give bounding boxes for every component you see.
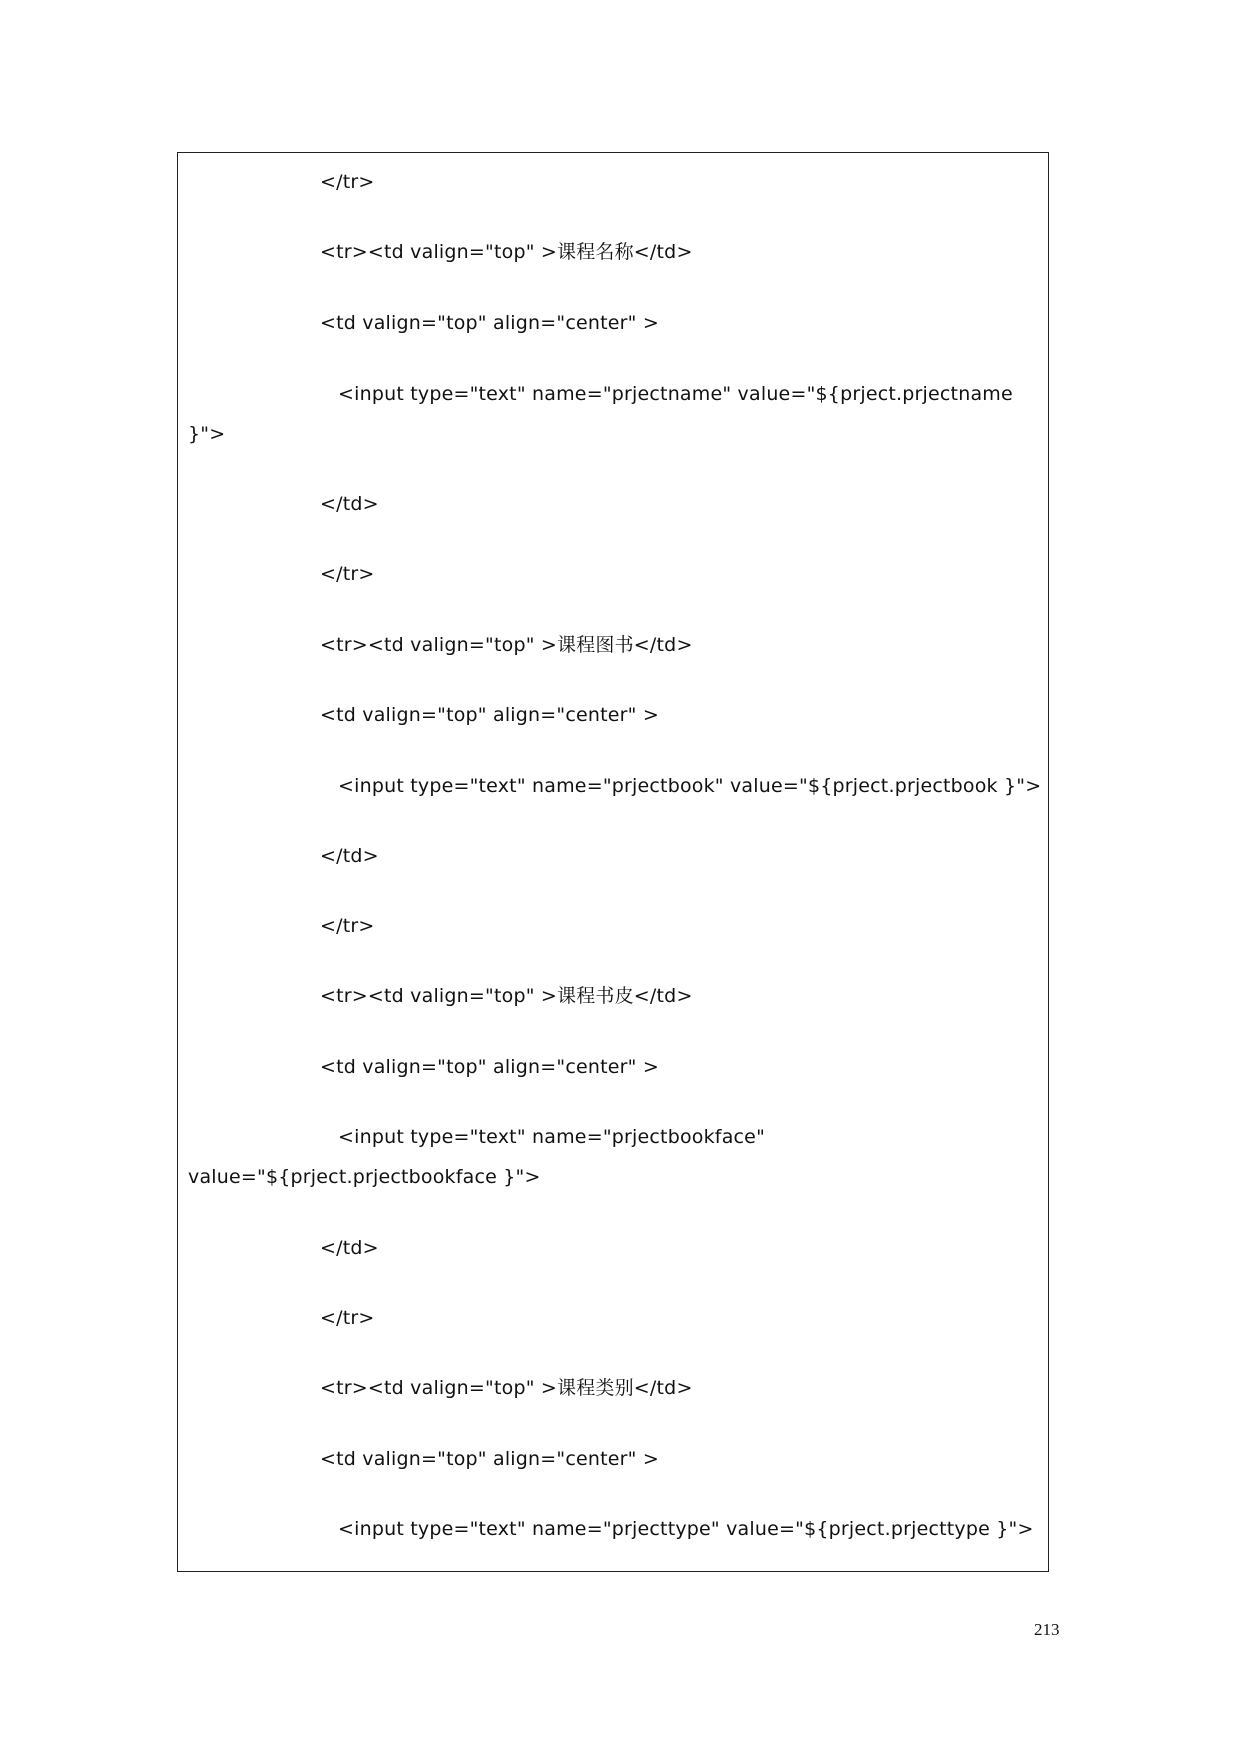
code-line: </td> [320, 1237, 379, 1259]
code-line: <td valign="top" align="center" > [320, 1448, 659, 1470]
code-line: <tr><td valign="top" >课程类别</td> [320, 1377, 693, 1399]
code-line: <tr><td valign="top" >课程书皮</td> [320, 985, 693, 1007]
code-line: <td valign="top" align="center" > [320, 704, 659, 726]
page-number: 213 [1034, 1620, 1060, 1639]
code-line: }"> [188, 423, 226, 445]
code-line: <input type="text" name="prjecttype" value="${prject.prjecttype }"> [338, 1518, 1034, 1540]
code-line: </tr> [320, 563, 375, 585]
code-line: </td> [320, 845, 379, 867]
code-line: value="${prject.prjectbookface }"> [188, 1166, 541, 1188]
code-line: <td valign="top" align="center" > [320, 1056, 659, 1078]
code-line: </tr> [320, 1307, 375, 1329]
code-listing-box [177, 152, 1049, 1572]
code-line: <input type="text" name="prjectname" value="${prject.prjectname [338, 383, 1013, 405]
code-line: </td> [320, 493, 379, 515]
code-line: <input type="text" name="prjectbook" value="${prject.prjectbook }"> [338, 775, 1042, 797]
code-line: <input type="text" name="prjectbookface" [338, 1126, 766, 1148]
code-line: <td valign="top" align="center" > [320, 312, 659, 334]
code-line: </tr> [320, 171, 375, 193]
code-line: </tr> [320, 915, 375, 937]
code-line: <tr><td valign="top" >课程图书</td> [320, 634, 693, 656]
code-line: <tr><td valign="top" >课程名称</td> [320, 241, 693, 263]
